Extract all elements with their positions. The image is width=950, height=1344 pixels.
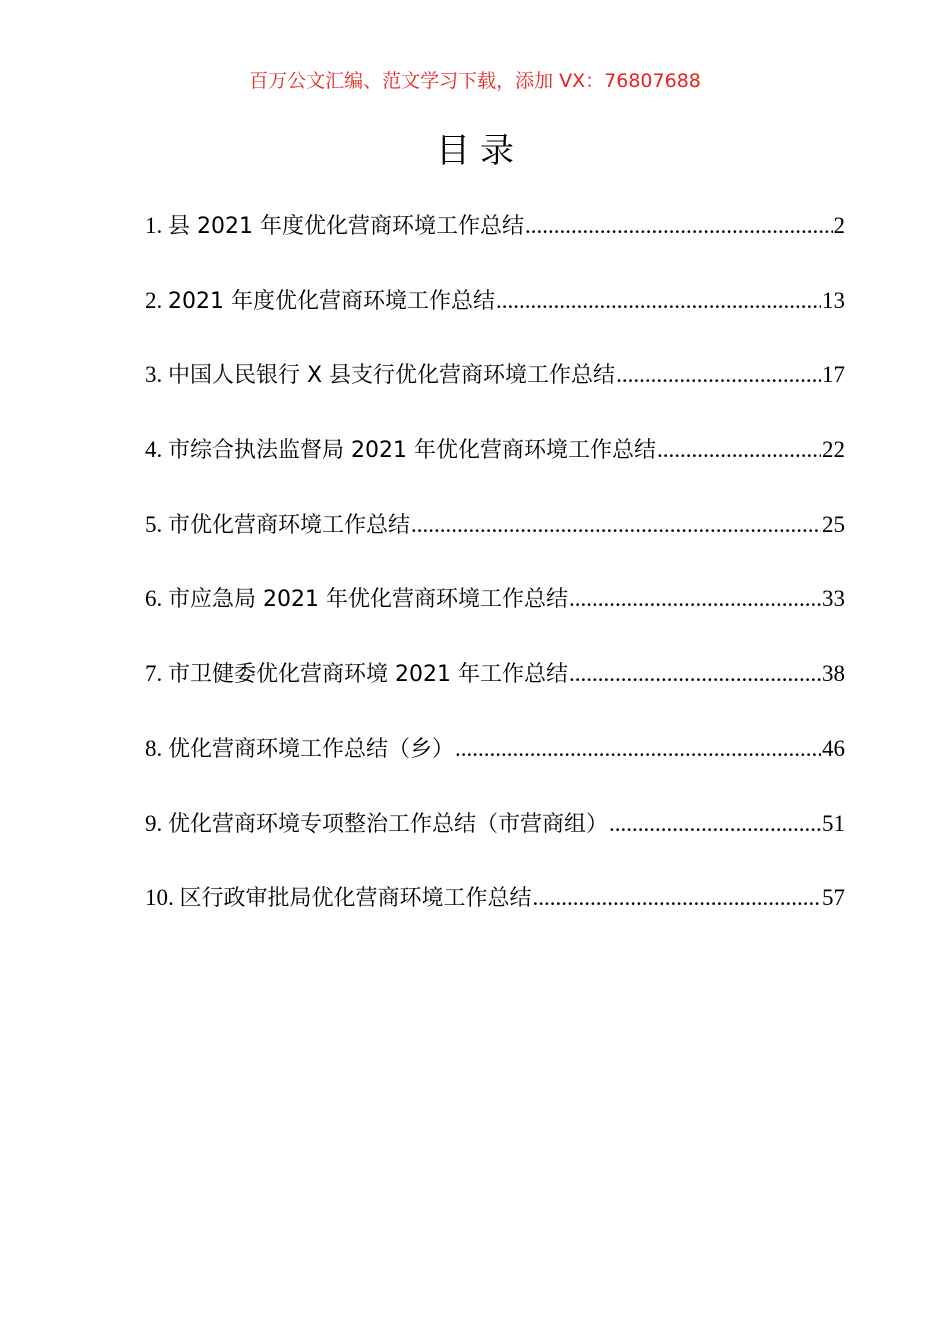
toc-entry-number: 10. [145, 885, 174, 911]
dot-leader [496, 281, 821, 321]
toc-entry-page: 13 [822, 287, 845, 313]
toc-entry-2[interactable] [145, 281, 845, 356]
toc-entry-title: 市卫健委优化营商环境 2021 年工作总结 [168, 662, 568, 688]
toc-title: 目录 [436, 131, 524, 171]
toc-entry-title: 优化营商环境工作总结（乡） [168, 736, 455, 762]
toc-entry-number: 4. [145, 437, 163, 463]
toc-entry-title: 市优化营商环境工作总结 [168, 512, 411, 538]
toc-entry-page: 46 [822, 735, 845, 761]
toc-entry-title: 优化营商环境专项整治工作总结（市营商组） [168, 811, 609, 837]
toc-entry-number: 6. [145, 586, 163, 612]
table-of-contents [145, 206, 845, 953]
dot-leader [609, 804, 821, 844]
dot-leader [533, 878, 821, 918]
toc-entry-page: 17 [822, 362, 845, 388]
toc-entry-1[interactable] [145, 206, 845, 281]
toc-entry-page: 57 [822, 885, 845, 911]
toc-entry-8[interactable] [145, 729, 845, 804]
dot-leader [569, 579, 821, 619]
toc-entry-title: 市应急局 2021 年优化营商环境工作总结 [168, 587, 568, 613]
header-banner: 百万公文汇编、范文学习下载，添加 VX：76807688 [249, 70, 701, 92]
toc-entry-number: 2. [145, 287, 163, 313]
dot-leader [525, 206, 833, 246]
dot-leader [657, 430, 821, 470]
toc-entry-number: 9. [145, 810, 163, 836]
toc-entry-page: 25 [822, 511, 845, 537]
toc-entry-page: 51 [822, 810, 845, 836]
toc-entry-page: 2 [833, 213, 845, 238]
toc-entry-page: 22 [822, 437, 845, 463]
toc-entry-4[interactable] [145, 430, 845, 505]
dot-leader [569, 654, 821, 694]
toc-entry-number: 3. [145, 362, 163, 388]
toc-entry-page: 38 [822, 661, 845, 687]
toc-entry-title: 市综合执法监督局 2021 年优化营商环境工作总结 [168, 438, 656, 464]
dot-leader [616, 355, 821, 395]
toc-entry-number: 5. [145, 511, 163, 537]
toc-entry-number: 8. [145, 735, 163, 761]
dot-leader [455, 729, 821, 769]
toc-entry-7[interactable] [145, 654, 845, 729]
toc-entry-title: 2021 年度优化营商环境工作总结 [168, 288, 495, 314]
toc-entry-6[interactable] [145, 579, 845, 654]
toc-entry-title: 区行政审批局优化营商环境工作总结 [179, 886, 532, 912]
toc-entry-title: 中国人民银行 X 县支行优化营商环境工作总结 [168, 363, 616, 389]
toc-entry-number: 7. [145, 661, 163, 687]
toc-entry-title: 县 2021 年度优化营商环境工作总结 [168, 214, 524, 239]
toc-entry-9[interactable] [145, 804, 845, 879]
toc-entry-number: 1. [145, 213, 163, 238]
toc-entry-3[interactable] [145, 355, 845, 430]
toc-entry-10[interactable] [145, 878, 845, 953]
toc-entry-5[interactable] [145, 505, 845, 580]
dot-leader [411, 505, 821, 545]
toc-entry-page: 33 [822, 586, 845, 612]
